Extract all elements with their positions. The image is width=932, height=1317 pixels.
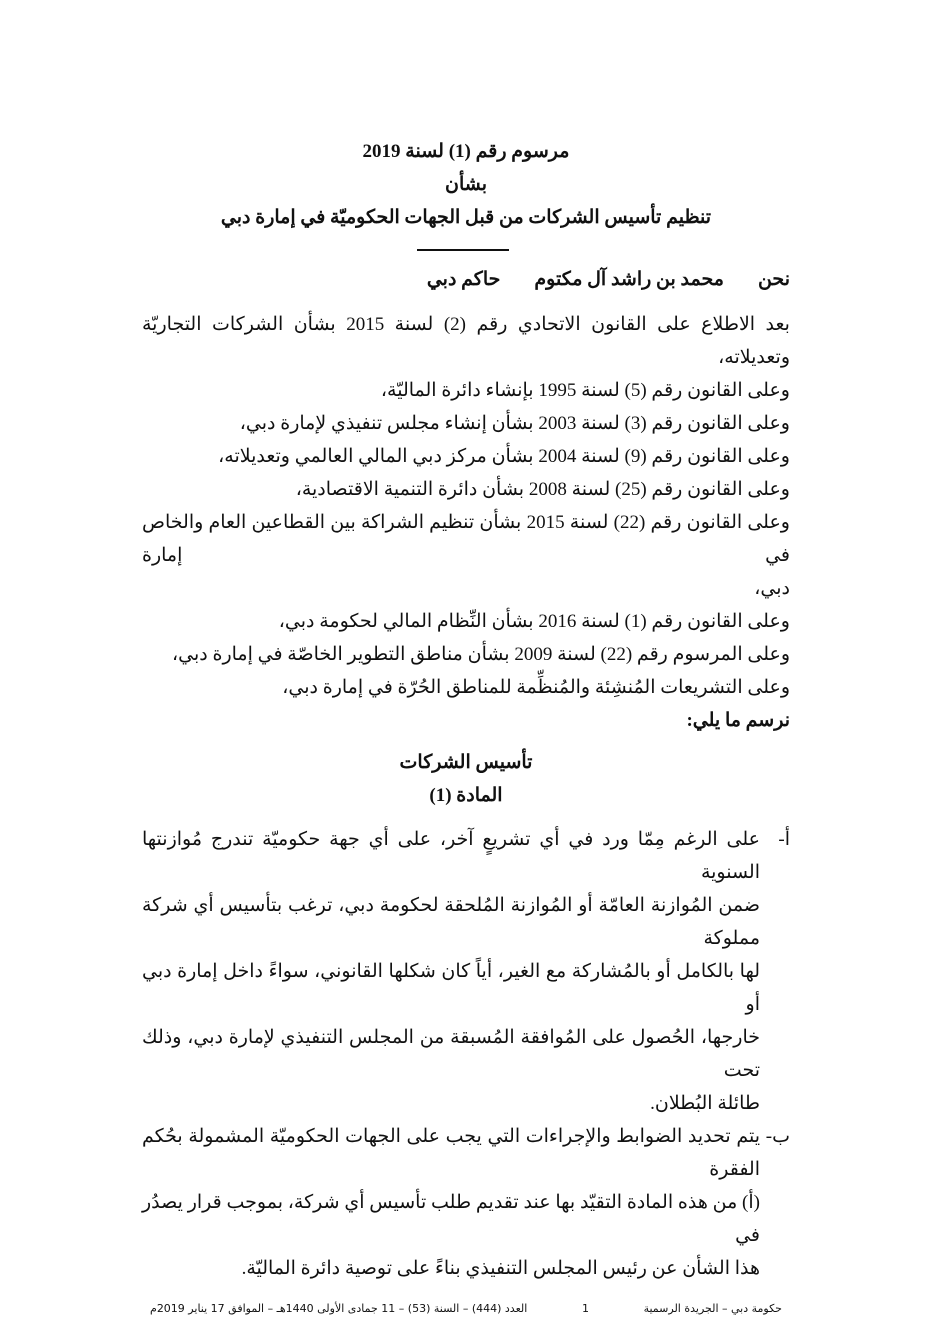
decree-subtitle: بشأن: [445, 174, 487, 195]
page-footer: [150, 1301, 782, 1317]
preamble-line: وعلى التشريعات المُنشِئة والمُنظِّمة للمناطق الحُرّة في إمارة دبي،: [282, 677, 790, 698]
clause-b: [142, 1120, 790, 1285]
title-divider: [417, 249, 509, 251]
preamble-line: وعلى القانون رقم (25) لسنة 2008 بشأن دائرة التنمية الاقتصادية،: [295, 479, 790, 500]
clause-line: يتم تحديد الضوابط والإجراءات التي يجب على الجهات الحكوميّة المشمولة بحُكم الفقرة: [142, 1126, 760, 1180]
document-page: [142, 136, 790, 1285]
preamble-line: وعلى القانون رقم (9) لسنة 2004 بشأن مركز دبي المالي العالمي وتعديلاته،: [218, 446, 790, 467]
clause-line: (أ) من هذه المادة التقيّد بها عند تقديم طلب تأسيس أي شركة، بموجب قرار يصدُر في: [142, 1192, 760, 1246]
issuer-we: نحن: [757, 269, 790, 290]
clause-marker: ب-: [765, 1126, 790, 1147]
preamble-line: بعد الاطلاع على القانون الاتحادي رقم (2) لسنة 2015 بشأن الشركات التجاريّة وتعديلاته،: [142, 314, 790, 368]
section-title: تأسيس الشركات: [399, 752, 533, 773]
footer-issue: العدد (444) – السنة (53) – 11 جمادى الأولى 1440هـ – الموافق 17 يناير 2019م: [150, 1302, 528, 1315]
clause-line: طائلة البُطلان.: [650, 1093, 760, 1114]
clause-line: ضمن المُوازنة العامّة أو المُوازنة المُلحقة لحكومة دبي، ترغب بتأسيس أي شركة مملوكة: [142, 895, 760, 949]
clause-line: خارجها، الحُصول على المُوافقة المُسبقة من المجلس التنفيذي لإمارة دبي، وذلك تحت: [142, 1027, 760, 1081]
preamble-line: وعلى القانون رقم (22) لسنة 2015 بشأن تنظيم الشراكة بين القطاعين العام والخاص في إمارة: [142, 512, 790, 566]
page-number: 1: [581, 1302, 589, 1315]
preamble-line: دبي،: [754, 578, 790, 599]
preamble-line: وعلى القانون رقم (1) لسنة 2016 بشأن النِّظام المالي لحكومة دبي،: [278, 611, 790, 632]
clause-a: [142, 823, 790, 1120]
clause-line: هذا الشأن عن رئيس المجلس التنفيذي بناءً على توصية دائرة الماليّة.: [241, 1258, 760, 1279]
preamble-line: وعلى المرسوم رقم (22) لسنة 2009 بشأن مناطق التطوير الخاصّة في إمارة دبي،: [172, 644, 790, 665]
clause-marker: أ-: [778, 829, 790, 850]
issuer-name: محمد بن راشد آل مكتوم: [534, 269, 724, 290]
decree-subject: تنظيم تأسيس الشركات من قبل الجهات الحكوميّة في إمارة دبي: [220, 207, 712, 228]
footer-publisher: حكومة دبي – الجريدة الرسمية: [643, 1302, 782, 1315]
decree-title: مرسوم رقم (1) لسنة 2019: [362, 141, 570, 162]
clause-line: على الرغم مِمّا ورد في أي تشريعٍ آخر، على أي جهة حكوميّة تندرج مُوازنتها السنوية: [142, 829, 760, 883]
issuer-line: [142, 263, 790, 296]
preamble-line: وعلى القانون رقم (5) لسنة 1995 بإنشاء دائرة الماليّة،: [380, 380, 790, 401]
article-title: المادة (1): [429, 785, 503, 806]
decree-phrase: نرسم ما يلي:: [686, 710, 790, 731]
preamble-line: وعلى القانون رقم (3) لسنة 2003 بشأن إنشاء مجلس تنفيذي لإمارة دبي،: [239, 413, 790, 434]
clause-line: لها بالكامل أو بالمُشاركة مع الغير، أياً كان شكلها القانوني، سواءً داخل إمارة دبي أو: [142, 961, 760, 1015]
issuer-role: حاكم دبي: [426, 269, 501, 290]
